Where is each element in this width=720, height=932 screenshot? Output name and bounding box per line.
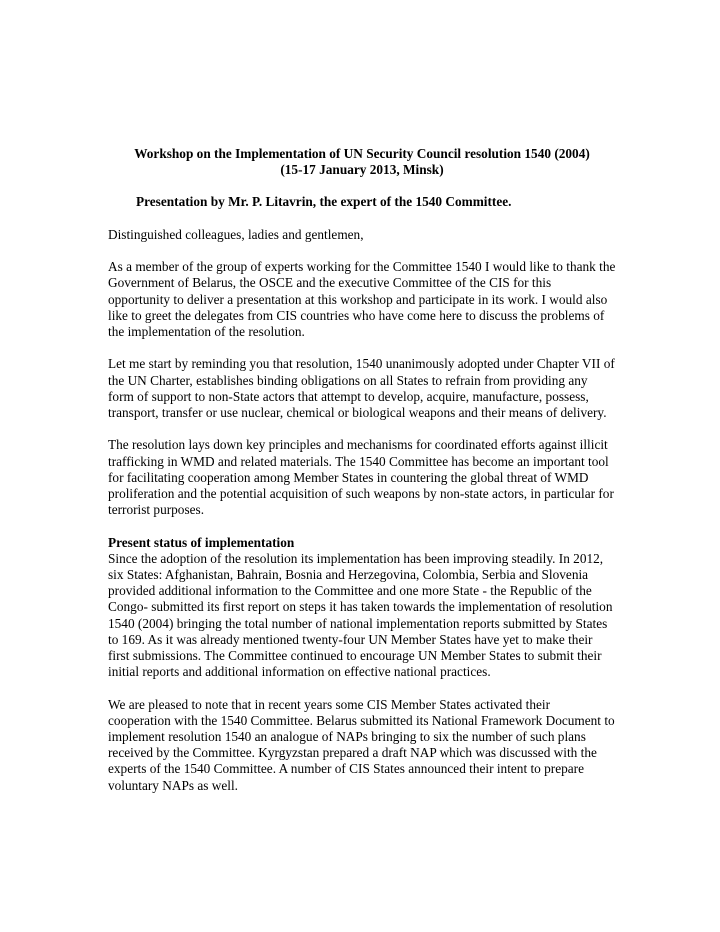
title-line-1: Workshop on the Implementation of UN Security Council resolution 1540 (2004) xyxy=(134,146,590,161)
document-body xyxy=(108,146,616,794)
document-title xyxy=(108,146,616,178)
salutation: Distinguished colleagues, ladies and gentlemen, xyxy=(108,226,364,242)
paragraph-status: Since the adoption of the resolution its implementation has been improving steadily. In 2012, six States: Afghanistan, Bahrain, Bosnia and Herzegovina, Colombia, Serbia and Slovenia provided additional information to the Committee and one more State - the Republic of the Congo- submitted its first report on steps it has taken towards the implementation of resolution 1540 (2004) bringing the total number of national implementation reports submitted by States to 169. As it was already mentioned twenty-four UN Member States have yet to make their first submissions. The Committee continued to encourage UN Member States to submit their initial reports and additional information on effective national practices. xyxy=(108,550,613,680)
paragraph-principles: The resolution lays down key principles and mechanisms for coordinated efforts against illicit trafficking in WMD and related materials. The 1540 Committee has become an important tool for facilitating cooperation among Member States in countering the global threat of WMD proliferation and the potential acquisition of such weapons by non-state actors, in particular for terrorist purposes. xyxy=(108,437,614,518)
document-subtitle: Presentation by Mr. P. Litavrin, the expert of the 1540 Committee. xyxy=(136,194,512,210)
paragraph-thanks: As a member of the group of experts working for the Committee 1540 I would like to thank the Government of Belarus, the OSCE and the executive Committee of the CIS for this opportunity to deliver a presentation at this workshop and participate in its work. I would also like to greet the delegates from CIS countries who have come here to discuss the problems of the implementation of the resolution. xyxy=(108,259,616,339)
paragraph-resolution-obligations: Let me start by reminding you that resolution, 1540 unanimously adopted under Chapter VII of the UN Charter, establishes binding obligations on all States to refrain from providing any form of support to non-State actors that attempt to develop, acquire, manufacture, possess, transport, transfer or use nuclear, chemical or biological weapons and their means of delivery. xyxy=(108,356,615,420)
title-line-2: (15-17 January 2013, Minsk) xyxy=(280,162,444,178)
paragraph-cis-cooperation: We are pleased to note that in recent years some CIS Member States activated their cooperation with the 1540 Committee. Belarus submitted its National Framework Document to implement resolution 1540 an analogue of NAPs bringing to six the number of such plans received by the Committee. Kyrgyzstan prepared a draft NAP which was discussed with the experts of the 1540 Committee. A number of CIS States announced their intent to prepare voluntary NAPs as well. xyxy=(108,696,615,793)
section-heading: Present status of implementation xyxy=(108,534,295,550)
